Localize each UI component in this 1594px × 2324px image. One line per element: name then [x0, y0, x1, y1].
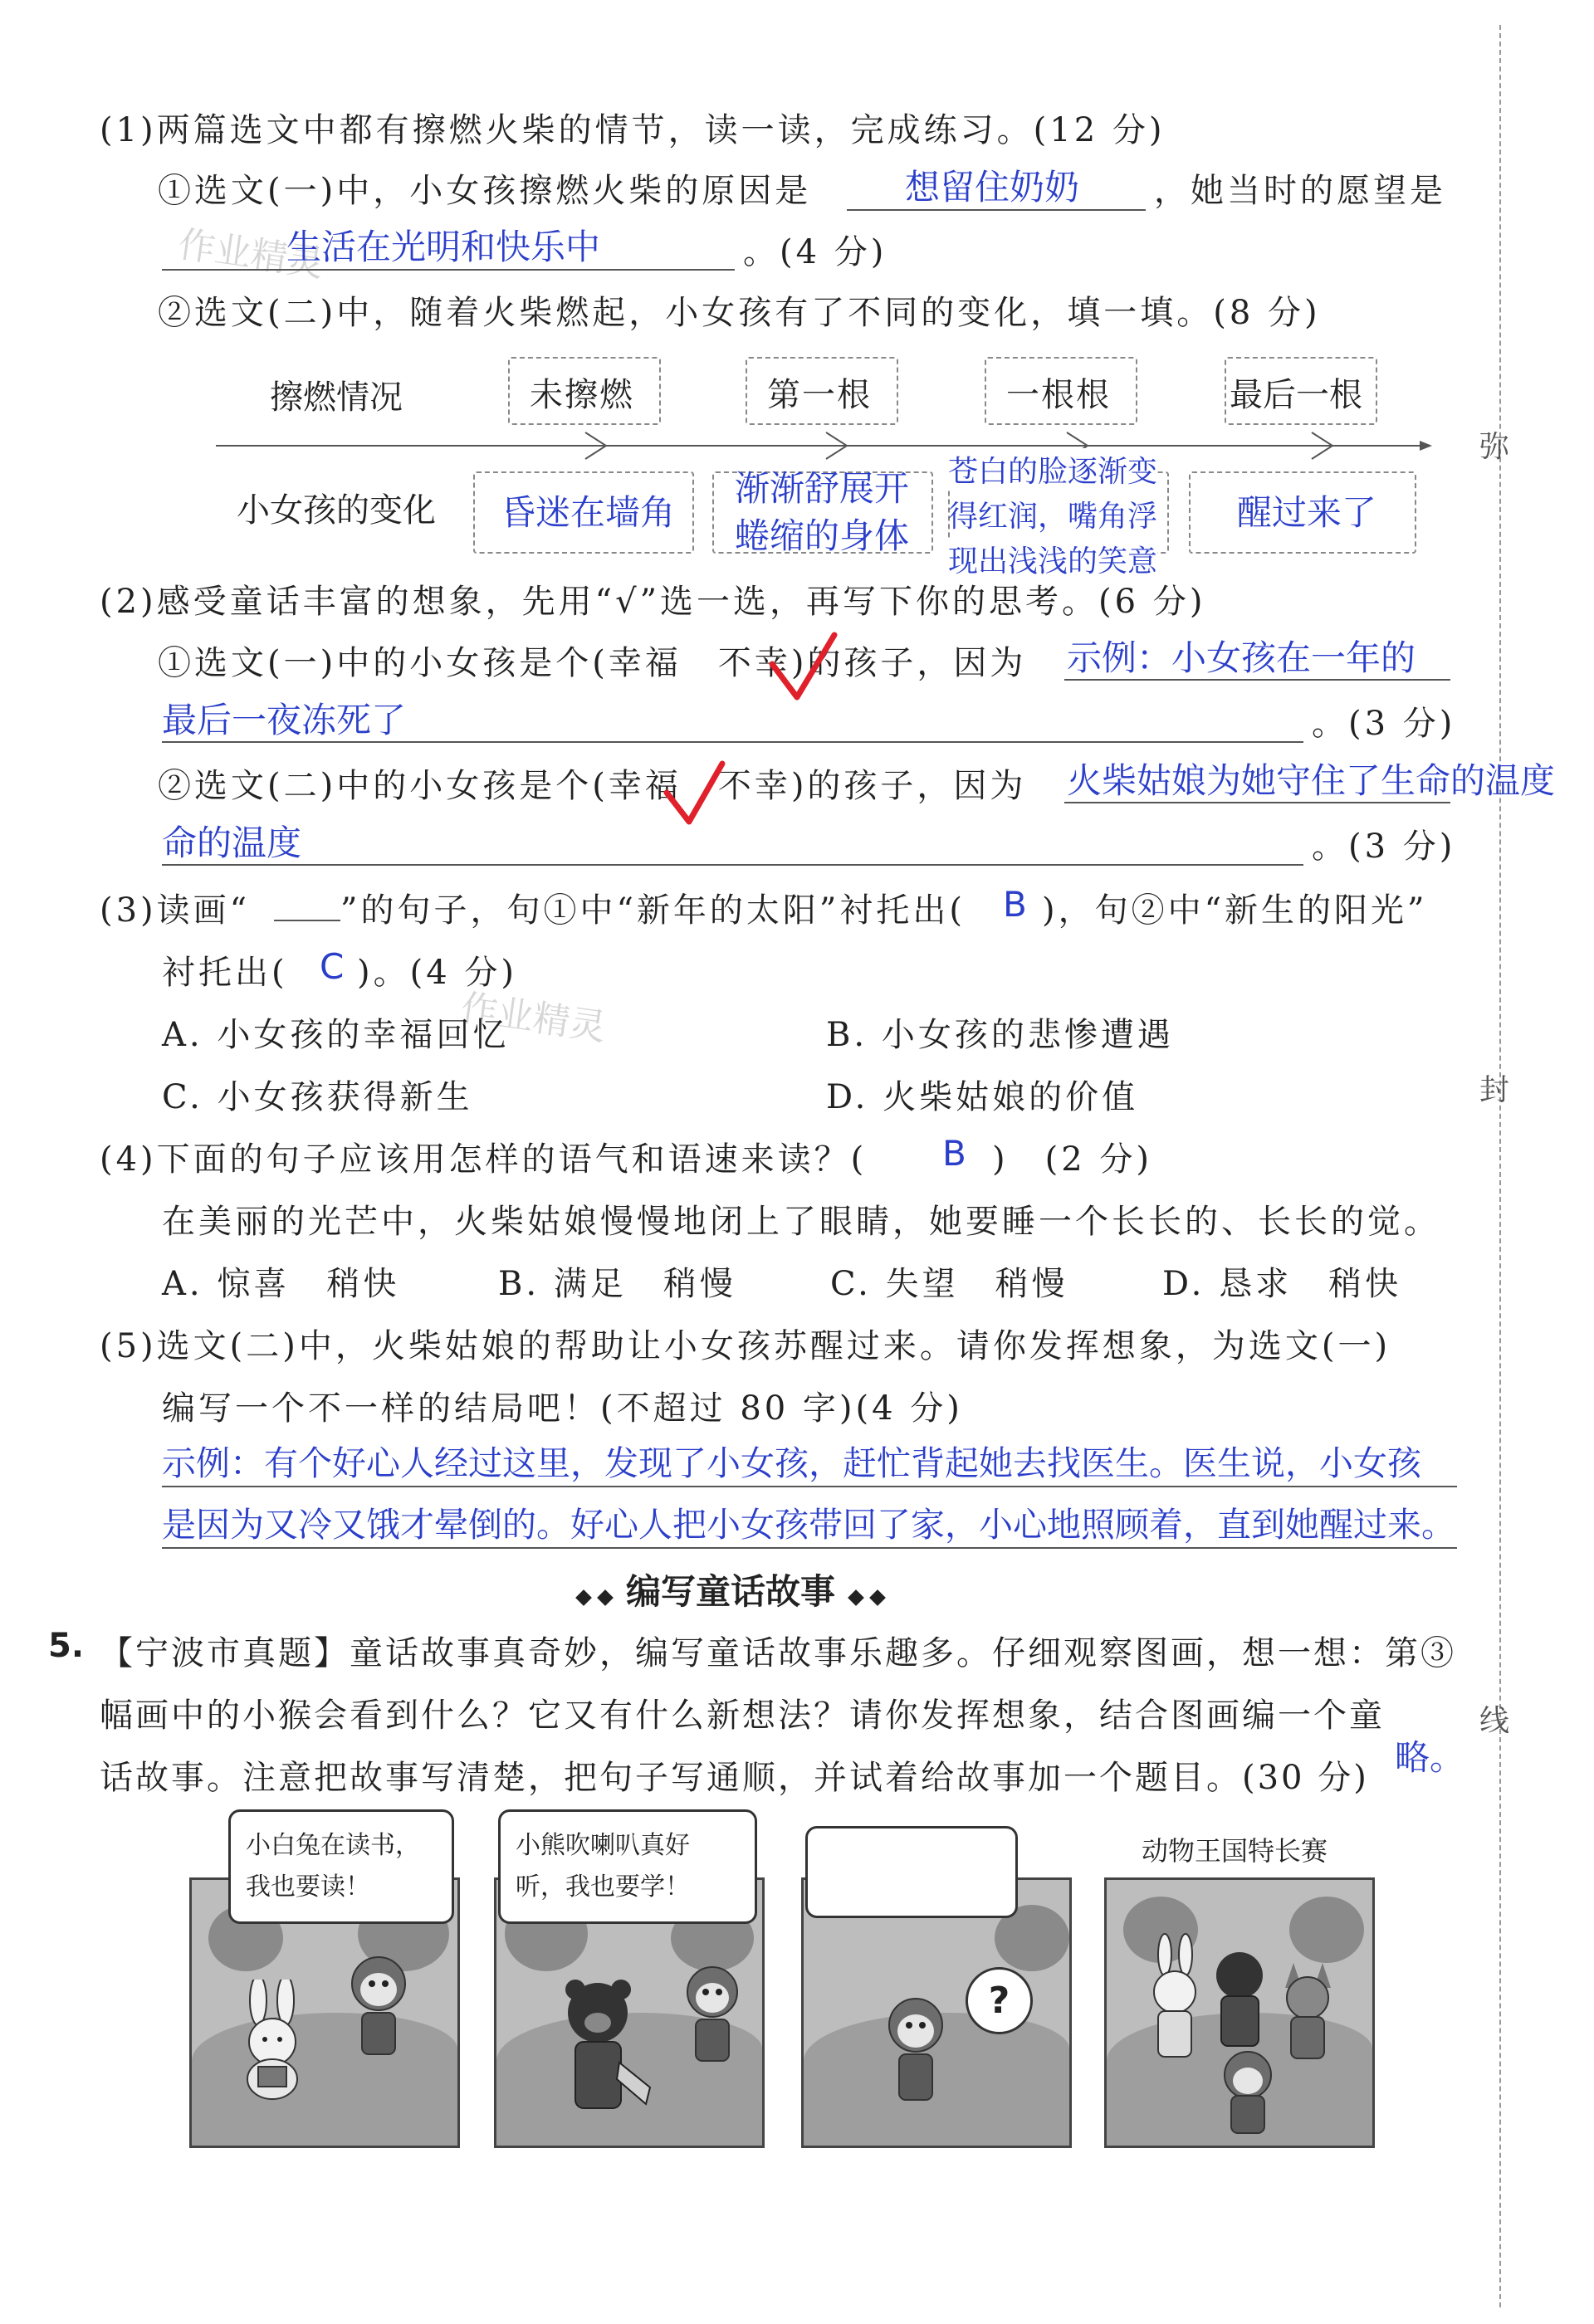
- q3-answer1: B: [1003, 884, 1027, 925]
- q4-option: D. 恳求 稍快: [1162, 1265, 1402, 1303]
- q2-s1-suffix: 。(3 分): [1312, 705, 1456, 743]
- q5-stem: (5)选文(二)中，火柴姑娘的帮助让小女孩苏醒过来。请你发挥想象，为选文(一): [100, 1327, 1391, 1365]
- checkmark-icon: [660, 759, 726, 830]
- change-answer: 得红润，嘴角浮: [948, 500, 1158, 534]
- q1-sub2: ②选文(二)中，随着火柴燃起，小女孩有了不同的变化，填一填。(8 分): [158, 294, 1321, 332]
- bubble-text: 小熊吹喇叭真好: [516, 1831, 690, 1860]
- checkmark-icon: [764, 631, 839, 706]
- q1-answer-wish: 生活在光明和快乐中: [286, 227, 601, 267]
- q2-s2-suffix: 。(3 分): [1312, 828, 1456, 866]
- row-label-ignition: 擦燃情况: [270, 378, 403, 417]
- q4-option: A. 惊喜 稍快: [162, 1265, 400, 1303]
- margin-char-mi: 弥: [1479, 430, 1510, 464]
- q2-s2-answer: 火柴姑娘为她守住了生命的温度: [1067, 760, 1556, 801]
- q5-answer: 示例：有个好心人经过这里，发现了小女孩，赶忙背起她去找医生。医生说，小女孩: [162, 1443, 1421, 1483]
- bubble-text: 小白兔在读书，: [246, 1831, 420, 1860]
- diamond-icon: [575, 1589, 592, 1606]
- rabbit-icon: [229, 1980, 320, 2104]
- bubble-text: 听，我也要学！: [516, 1872, 690, 1902]
- task5-answer: 略。: [1395, 1737, 1465, 1778]
- speech-bubble: [228, 1809, 454, 1924]
- q3-line1-b: ”的句子，句①中“新年的太阳”衬托出(: [340, 891, 966, 930]
- task5-line: 话故事。注意把故事写清楚，把句子写通顺，并试着给故事加一个题目。(30 分): [100, 1759, 1369, 1797]
- q4-answer: B: [942, 1133, 966, 1174]
- q2-s1-answer: 最后一夜冻死了: [162, 700, 407, 740]
- q3-option: A. 小女孩的幸福回忆: [162, 1016, 510, 1054]
- monkey-icon: [337, 1946, 420, 2071]
- speech-bubble: [498, 1809, 757, 1924]
- q2-s1-prefix: ①选文(一)中的小女孩是个(幸福 不幸)的孩子，因为: [158, 644, 1027, 682]
- monkey-icon: [671, 1955, 754, 2079]
- q1-answer-reason: 想留住奶奶: [905, 167, 1080, 208]
- panel-caption: 动物王国特长赛: [1142, 1835, 1328, 1867]
- q3-line2-a: 衬托出(: [162, 954, 288, 992]
- q4-option: C. 失望 稍慢: [830, 1265, 1068, 1303]
- q2-s2-answer: 命的温度: [162, 823, 302, 863]
- bear-icon: [555, 1971, 654, 2129]
- change-answer: 蜷缩的身体: [735, 515, 910, 556]
- q5-answer: 是因为又冷又饿才晕倒的。好心人把小女孩带回了家，小心地照顾着，直到她醒过来。: [162, 1505, 1455, 1545]
- q1-stem: (1)两篇选文中都有擦燃火柴的情节，读一读，完成练习。(12 分): [100, 111, 1166, 149]
- q4-stem-b: ) (2 分): [992, 1140, 1152, 1179]
- row-label-change: 小女孩的变化: [237, 491, 436, 530]
- animal-group-icon: [1132, 1930, 1364, 2137]
- timeline-arrow: [216, 427, 1436, 461]
- task-number: 5.: [48, 1627, 85, 1665]
- q2-s1-answer: 示例：小女孩在一年的: [1067, 637, 1416, 678]
- monkey-icon: [874, 1988, 957, 2121]
- comic-panel-4: [1104, 1877, 1375, 2148]
- q2-stem: (2)感受童话丰富的想象，先用“√”选一选，再写下你的思考。(6 分): [100, 583, 1206, 621]
- section-title: 编写童话故事: [626, 1571, 836, 1612]
- q4-option: B. 满足 稍慢: [498, 1265, 736, 1303]
- task5-line: 幅画中的小猴会看到什么？它又有什么新想法？请你发挥想象，结合图画编一个童: [100, 1697, 1385, 1735]
- bubble-text: 我也要读！: [246, 1872, 370, 1902]
- diamond-icon: [597, 1589, 614, 1606]
- diamond-icon: [848, 1589, 864, 1606]
- binding-dashed-line: [1499, 25, 1501, 2307]
- question-mark-icon: ?: [966, 1967, 1033, 2034]
- margin-char-xian: 线: [1479, 1704, 1510, 1738]
- watermark: 作业精灵: [175, 222, 327, 286]
- q1-sub1-prefix: ①选文(一)中，小女孩擦燃火柴的原因是: [158, 172, 812, 210]
- stage-label: 未擦燃: [530, 376, 634, 414]
- q4-sentence: 在美丽的光芒中，火柴姑娘慢慢地闭上了眼睛，她要睡一个长长的、长长的觉。: [162, 1203, 1440, 1241]
- task5-line: 【宁波市真题】童话故事真奇妙，编写童话故事乐趣多。仔细观察图画，想一想：第③: [100, 1634, 1456, 1672]
- change-answer: 醒过来了: [1237, 492, 1377, 533]
- q3-answer2: C: [320, 946, 345, 987]
- answer-underline: [162, 1547, 1457, 1549]
- speech-bubble-empty: [805, 1826, 1018, 1918]
- diamond-icon: [869, 1589, 886, 1606]
- change-answer: 苍白的脸逐渐变: [948, 448, 1157, 491]
- watermark: 作业精灵: [457, 986, 609, 1049]
- stage-label: 第一根: [767, 376, 872, 414]
- change-answer: 现出浅浅的笑意: [948, 538, 1157, 580]
- q3-line2-b: )。(4 分): [357, 954, 517, 992]
- change-answer: 渐渐舒展开: [735, 468, 910, 509]
- section-header: [573, 1565, 888, 1614]
- q1-sub1-mid: ，她当时的愿望是: [1154, 172, 1446, 210]
- margin-char-feng: 封: [1479, 1073, 1510, 1107]
- change-answer: 昏迷在墙角: [501, 492, 676, 533]
- q3-line1-a: (3)读画“: [100, 891, 251, 930]
- stage-label: 最后一根: [1230, 376, 1362, 414]
- q5-stem: 编写一个不一样的结局吧！(不超过 80 字)(4 分): [162, 1389, 963, 1428]
- q3-line1-c: )，句②中“新生的阳光”: [1042, 891, 1428, 930]
- q3-option: D. 火柴姑娘的价值: [826, 1078, 1139, 1116]
- q3-option: B. 小女孩的悲惨遭遇: [826, 1016, 1174, 1054]
- blank-underline: [274, 920, 340, 921]
- q2-s2-prefix: ②选文(二)中的小女孩是个(幸福 不幸)的孩子，因为: [158, 767, 1027, 805]
- q4-stem-a: (4)下面的句子应该用怎样的语气和语速来读？(: [100, 1140, 868, 1179]
- stage-label: 一根根: [1006, 376, 1111, 414]
- q1-sub1-suffix: 。(4 分): [743, 233, 887, 271]
- answer-underline: [162, 1486, 1457, 1487]
- answer-underline: [162, 864, 1303, 866]
- q3-option: C. 小女孩获得新生: [162, 1078, 473, 1116]
